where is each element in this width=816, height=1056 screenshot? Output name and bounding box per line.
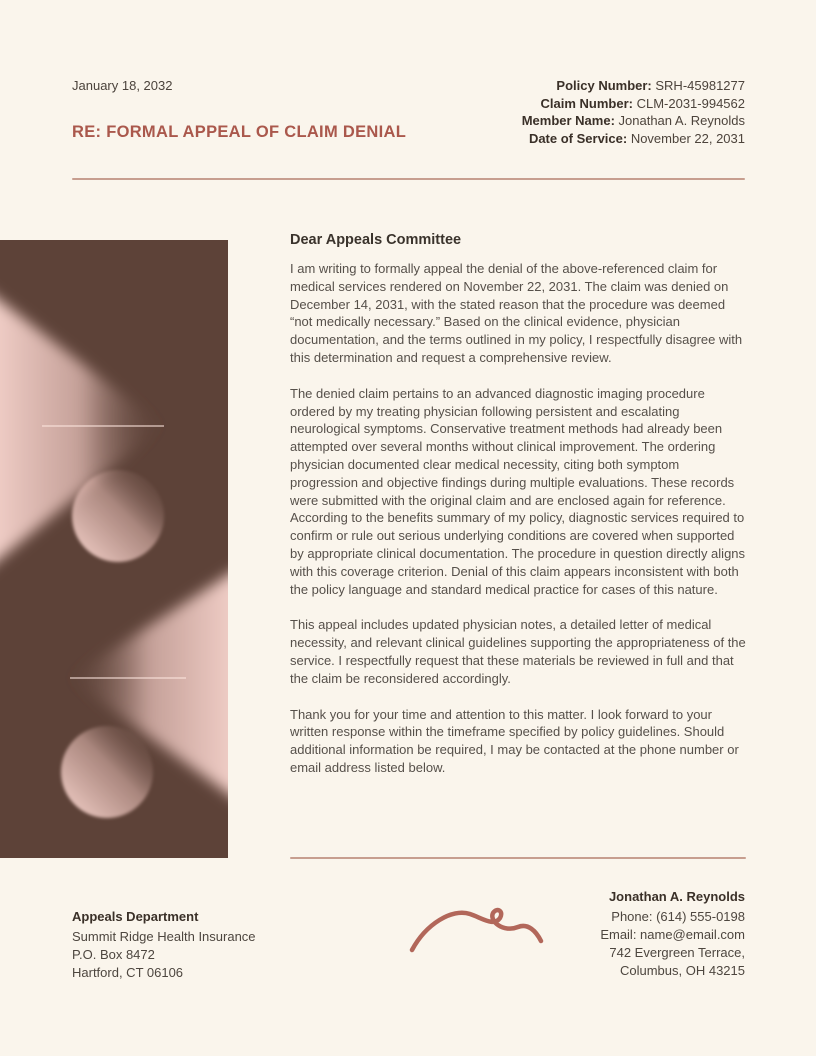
footer-divider <box>290 857 746 859</box>
meta-value: CLM-2031-994562 <box>632 95 745 111</box>
department-address-line: Summit Ridge Health Insurance <box>72 929 256 944</box>
letter-body <box>290 232 746 795</box>
header-divider <box>72 178 745 180</box>
signer-contact-block <box>600 888 745 980</box>
meta-row-claim-number <box>522 95 745 113</box>
meta-value: SRH-45981277 <box>651 78 745 93</box>
salutation-heading: Dear Appeals Committee <box>290 232 462 248</box>
subject-heading: RE: FORMAL APPEAL OF CLAIM DENIAL <box>72 123 407 141</box>
meta-value: November 22, 2031 <box>627 130 745 146</box>
body-paragraph-2: The denied claim pertains to an advanced diagnostic imaging procedure ordered by my treating physician following persistent and escalating neurological symptoms. Conservative treatment methods had already been attempted over several months without clinical improvement. The ordering physician documented clear medical necessity, citing both symptom progression and objective findings during multiple evaluations. These records were submitted with the original claim and are enclosed again for reference. According to the benefits summary of my policy, diagnostic services required to confirm or rule out serious underlying conditions are covered when supported by appropriate clinical documentation. The procedure in question directly aligns with this coverage criterion. Denial of this claim appears inconsistent with both the policy language and standard medical practice for cases of this nature. <box>290 385 746 597</box>
abstract-art-image <box>0 240 228 858</box>
signer-contact-line: 742 Evergreen Terrace, <box>609 945 745 960</box>
signer-contact-line: Email: name@email.com <box>600 927 745 942</box>
signer-contact-line: Phone: (614) 555-0198 <box>611 909 745 924</box>
body-paragraph-4: Thank you for your time and attention to this matter. I look forward to your written response within the timeframe specified by policy guidelines. Should additional information be required, I may be contacted at the phone number or email address listed below. <box>290 706 739 775</box>
signer-contact-line: Columbus, OH 43215 <box>619 963 745 978</box>
decorative-abstract-graphic <box>0 240 228 858</box>
department-address-block <box>72 908 256 982</box>
meta-label: Policy Number: <box>556 78 652 93</box>
meta-row-policy-number <box>522 77 745 95</box>
department-address-line: Hartford, CT 06106 <box>72 965 184 980</box>
body-paragraph-1: I am writing to formally appeal the denial of the above-referenced claim for medical services rendered on November 22, 2031. The claim was denied on December 14, 2031, with the stated reason that the procedure was deemed “not medically necessary.” Based on the clinical evidence, physician documentation, and the terms outlined in my policy, I respectfully disagree with this determination and request a comprehensive review. <box>290 261 743 365</box>
signature-icon <box>406 896 548 962</box>
department-address-line: P.O. Box 8472 <box>72 947 155 962</box>
meta-value: Jonathan A. Reynolds <box>614 113 745 129</box>
meta-row-date-of-service <box>522 130 745 148</box>
body-paragraph-3: This appeal includes updated physician notes, a detailed letter of medical necessity, and relevant clinical guidelines supporting the appropriateness of the service. I respectfully request that these materials be reviewed in full and that the claim be reconsidered accordingly. <box>290 617 746 686</box>
meta-row-member-name <box>522 112 745 130</box>
meta-label: Member Name: <box>521 113 615 129</box>
meta-label: Date of Service: <box>528 130 628 146</box>
claim-meta-block <box>522 77 745 147</box>
department-name: Appeals Department <box>72 909 199 924</box>
letter-date: January 18, 2032 <box>72 78 173 93</box>
meta-label: Claim Number: <box>540 95 633 111</box>
signer-name: Jonathan A. Reynolds <box>608 889 745 904</box>
